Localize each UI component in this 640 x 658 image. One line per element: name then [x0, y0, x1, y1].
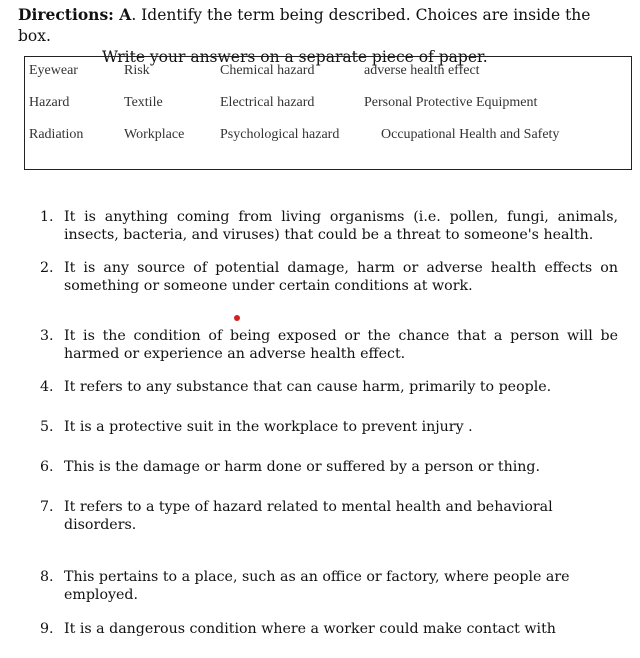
question-text: It is the condition of being exposed or the chance that a person will be harmed or experience an adverse health effect.	[64, 328, 618, 362]
question-number: 8.	[40, 569, 54, 585]
question-item	[40, 378, 618, 396]
question-text: It is anything coming from living organisms (i.e. pollen, fungi, animals, insects, bacteria, and viruses) that could be a threat to someone's health.	[64, 209, 618, 243]
question-text: It refers to any substance that can cause harm, primarily to people.	[64, 379, 552, 395]
choice: Psychological hazard	[220, 127, 340, 142]
question-text: It is any source of potential damage, harm or adverse health effects on something or someone under certain conditions at work.	[64, 260, 618, 294]
question-number: 6.	[40, 459, 54, 475]
choices-box	[24, 56, 632, 170]
question-number: 7.	[40, 499, 54, 515]
question-number: 2.	[40, 260, 54, 276]
directions-line2: Write your answers on a separate piece of paper.	[102, 48, 488, 66]
question-item	[40, 458, 618, 476]
choice: Textile	[124, 95, 163, 110]
choice: Hazard	[29, 95, 70, 110]
question-text: It refers to a type of hazard related to mental health and behavioral disorders.	[64, 499, 553, 533]
choice: Risk	[124, 63, 150, 78]
choice: Personal Protective Equipment	[364, 95, 538, 110]
question-text: It is a dangerous condition where a worker could make contact with	[64, 621, 556, 637]
choice: Electrical hazard	[220, 95, 315, 110]
choice: adverse health effect	[364, 63, 480, 78]
question-item	[40, 259, 618, 295]
question-item	[40, 498, 560, 534]
directions-label: Directions: A	[18, 5, 132, 24]
question-number: 3.	[40, 328, 54, 344]
question-text: This is the damage or harm done or suffered by a person or thing.	[64, 459, 541, 475]
question-item	[40, 418, 618, 436]
choice: Workplace	[124, 127, 185, 142]
choice: Occupational Health and Safety	[381, 127, 560, 142]
question-item	[40, 620, 618, 638]
choice: Eyewear	[29, 63, 78, 78]
question-item	[40, 208, 618, 244]
question-number: 4.	[40, 379, 54, 395]
question-text: This pertains to a place, such as an office or factory, where people are employed.	[64, 569, 570, 603]
question-number: 1.	[40, 209, 54, 225]
question-text: It is a protective suit in the workplace to prevent injury .	[64, 419, 473, 435]
red-dot-mark	[234, 315, 240, 321]
question-item	[40, 568, 580, 604]
directions-line1: . Identify the term being described. Choices are inside the box.	[18, 6, 591, 45]
question-number: 5.	[40, 419, 54, 435]
choice: Chemical hazard	[220, 63, 315, 78]
question-item	[40, 327, 618, 363]
question-number: 9.	[40, 621, 54, 637]
choice: Radiation	[29, 127, 84, 142]
